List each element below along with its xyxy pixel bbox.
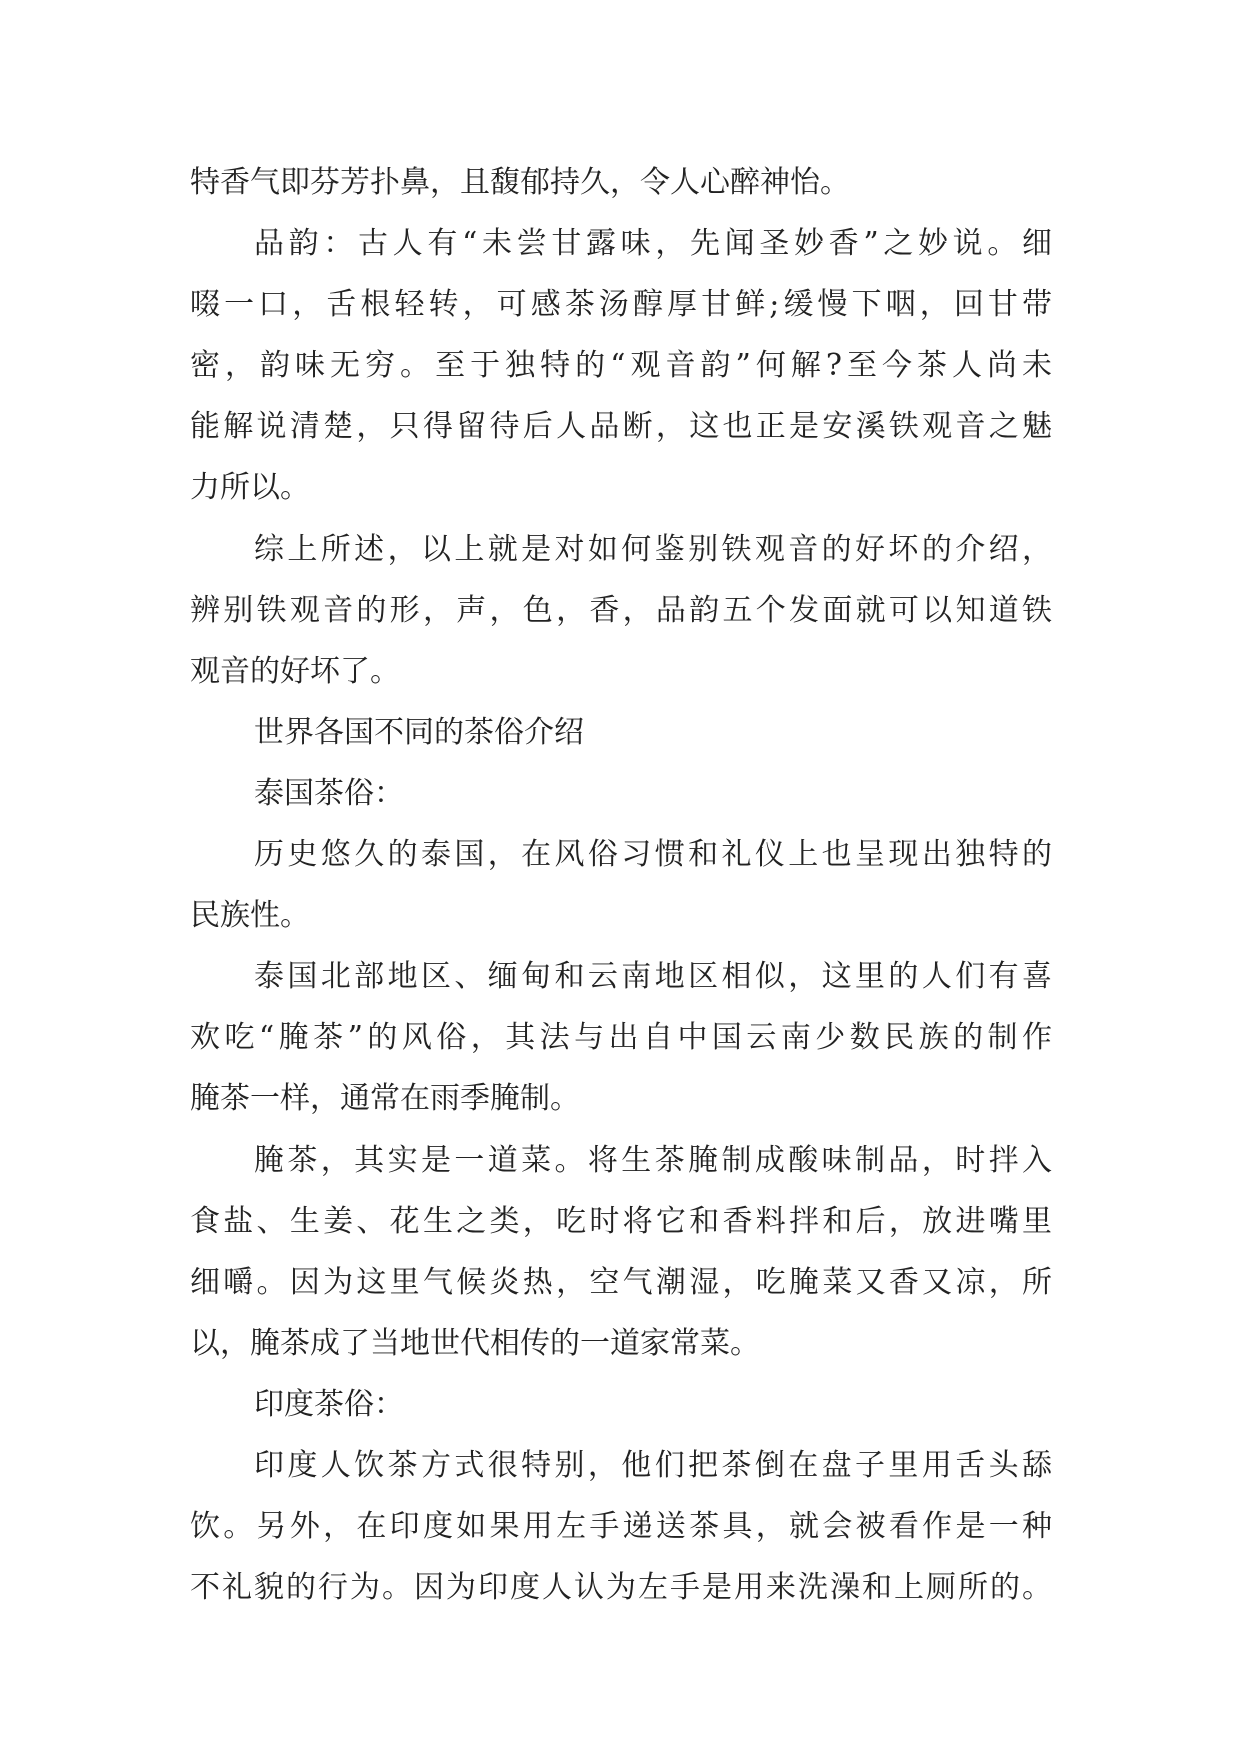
text-line: 综上所述，以上就是对如何鉴别铁观音的好坏的介绍，	[254, 531, 1052, 567]
text-line: 食盐、生姜、花生之类，吃时将它和香料拌和后，放进嘴里	[190, 1203, 1052, 1239]
text-line: 欢吃“腌茶”的风俗，其法与出自中国云南少数民族的制作	[190, 1020, 1052, 1056]
text-line: 以，腌茶成了当地世代相传的一道家常菜。	[190, 1325, 760, 1361]
text-line: 不礼貌的行为。因为印度人认为左手是用来洗澡和上厕所的。	[190, 1570, 1052, 1606]
text-line: 辨别铁观音的形，声，色，香，品韵五个发面就可以知道铁	[190, 592, 1052, 628]
text-line: 泰国北部地区、缅甸和云南地区相似，这里的人们有喜	[254, 959, 1052, 995]
text-line: 饮。另外，在印度如果用左手递送茶具，就会被看作是一种	[190, 1509, 1052, 1545]
subsection-heading: 泰国茶俗：	[254, 775, 404, 811]
text-line: 能解说清楚，只得留待后人品断，这也正是安溪铁观音之魅	[190, 409, 1052, 445]
text-line: 细嚼。因为这里气候炎热，空气潮湿，吃腌菜又香又凉，所	[190, 1264, 1052, 1300]
subsection-heading: 印度茶俗：	[254, 1386, 404, 1422]
text-line: 啜一口，舌根轻转，可感茶汤醇厚甘鲜;缓慢下咽，回甘带	[190, 287, 1052, 323]
text-line: 腌茶一样，通常在雨季腌制。	[190, 1081, 580, 1117]
text-line: 密，韵味无穷。至于独特的“观音韵”何解?至今茶人尚未	[190, 348, 1052, 384]
text-line: 特香气即芬芳扑鼻，且馥郁持久，令人心醉神怡。	[190, 165, 850, 200]
text-line: 品韵：古人有“未尝甘露味，先闻圣妙香”之妙说。细	[254, 226, 1052, 262]
text-line: 腌茶，其实是一道菜。将生茶腌制成酸味制品，时拌入	[254, 1142, 1052, 1178]
text-line: 观音的好坏了。	[190, 653, 400, 689]
text-line: 力所以。	[190, 470, 310, 506]
text-line: 民族性。	[190, 898, 310, 934]
section-heading: 世界各国不同的茶俗介绍	[254, 714, 584, 750]
text-line: 印度人饮茶方式很特别，他们把茶倒在盘子里用舌头舔	[254, 1447, 1052, 1483]
document-body	[190, 152, 1052, 1618]
text-line: 历史悠久的泰国，在风俗习惯和礼仪上也呈现出独特的	[254, 837, 1052, 873]
